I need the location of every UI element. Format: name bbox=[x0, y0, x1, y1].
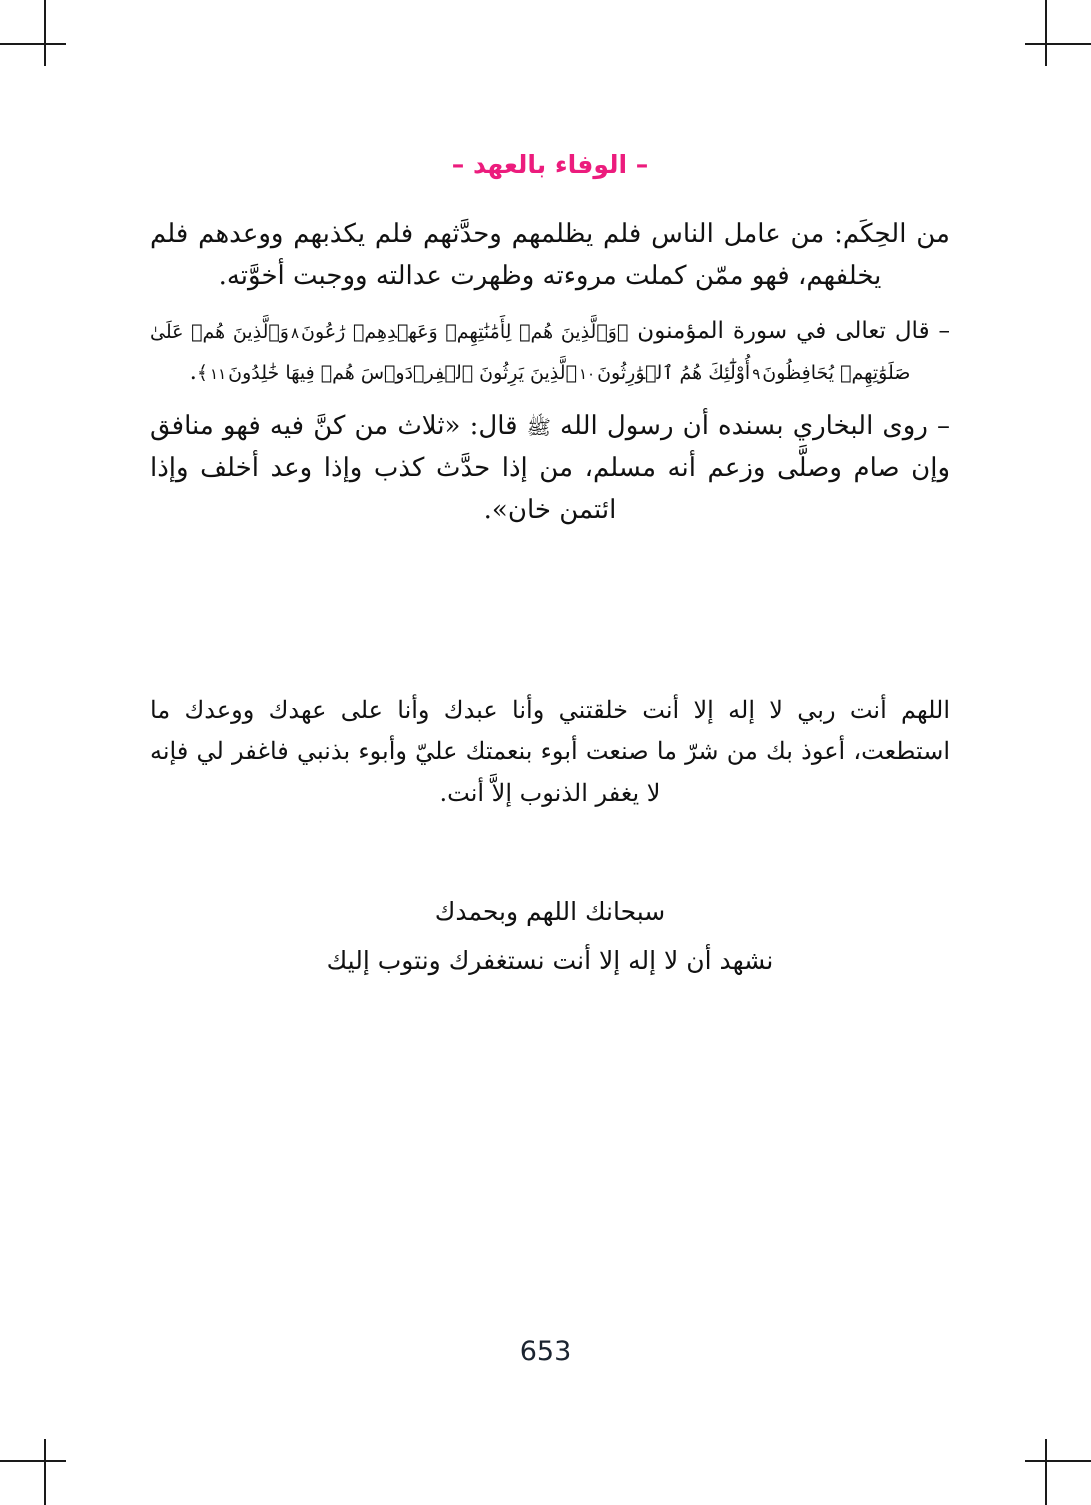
crop-mark-top-right-horizontal bbox=[1025, 43, 1091, 45]
crop-mark-top-right-vertical bbox=[1045, 0, 1047, 66]
ayah-marker-10: ١٠ bbox=[578, 365, 596, 384]
dua-block bbox=[150, 690, 950, 814]
quran-verse-11-text: ٱلَّذِينَ يَرِثُونَ ٱلۡفِرۡدَوۡسَ هُمۡ فِيهَا خَٰلِدُونَ bbox=[228, 362, 577, 385]
ayah-marker-11: ١١ bbox=[210, 365, 227, 384]
crop-mark-bottom-left-horizontal bbox=[0, 1460, 66, 1462]
quran-intro-text: – قال تعالى في سورة المؤمنون bbox=[637, 318, 951, 345]
crop-mark-bottom-right-vertical bbox=[1045, 1439, 1047, 1505]
paragraph-hadith bbox=[150, 405, 950, 531]
closing-tasbih-block bbox=[150, 888, 950, 986]
hadith-narrator-intro: – روى البخاري بسنده أن رسول الله bbox=[560, 411, 951, 442]
main-text-column bbox=[150, 150, 950, 531]
quran-verse-10-text: أُوْلَٰٓئِكَ هُمُ ٱلۡوَٰرِثُونَ bbox=[597, 362, 751, 385]
hadith-body-text: «ثلاث من كنَّ فيه فهو منافق وإن صام وصلَّى وزعم أنه مسلم، من إذا حدَّث كذب وإذا وعد أخلف وإذا ائتمن خان». bbox=[150, 411, 950, 526]
quran-close-bracket: ﴾ bbox=[196, 362, 209, 385]
dua-sayyid-al-istighfar-text: اللهم أنت ربي لا إله إلا أنت خلقتني وأنا عبدك وأنا على عهدك ووعدك ما استطعت، أعوذ بك من شرّ ما صنعت أبوء بنعمتك عليّ وأبوء بذنبي فاغفر لي فإنه لا يغفر الذنوب إلاَّ أنت. bbox=[150, 696, 950, 807]
page-number: 653 bbox=[519, 1336, 572, 1367]
quran-trailing-punctuation: . bbox=[189, 359, 197, 386]
closing-line-2: نشهد أن لا إله إلا أنت نستغفرك ونتوب إليك bbox=[326, 945, 774, 975]
quran-verse-9-text: وَٱلَّذِينَ هُمۡ عَلَىٰ صَلَوَٰتِهِمۡ يُحَافِظُونَ bbox=[150, 321, 911, 385]
paragraph-wisdom: من الحِكَم: من عامل الناس فلم يظلمهم وحدَّثهم فلم يكذبهم ووعدهم فلم يخلفهم، فهو ممّن كملت مروءته وظهرت عدالته ووجبت أخوَّته. bbox=[150, 219, 950, 292]
ayah-marker-8: ٨ bbox=[290, 324, 300, 343]
crop-mark-top-left-vertical bbox=[44, 0, 46, 66]
quran-open-bracket: ﴿ bbox=[616, 321, 629, 344]
crop-mark-bottom-left-vertical bbox=[44, 1439, 46, 1505]
crop-mark-top-left-horizontal bbox=[0, 43, 66, 45]
quran-quotation-block bbox=[150, 311, 950, 393]
closing-line-1: سبحانك اللهم وبحمدك bbox=[434, 897, 666, 926]
crop-mark-bottom-right-horizontal bbox=[1025, 1460, 1091, 1462]
ayah-marker-9: ٩ bbox=[752, 365, 761, 384]
hadith-said-label: قال: bbox=[469, 411, 518, 442]
sallallahu-alayhi-wasallam-icon: ﷺ bbox=[526, 415, 551, 440]
quran-verse-8-text: وَٱلَّذِينَ هُمۡ لِأَمَٰنَٰتِهِمۡ وَعَهۡدِهِمۡ رَٰعُونَ bbox=[301, 321, 617, 344]
section-heading: – الوفاء بالعهد – bbox=[451, 150, 649, 179]
